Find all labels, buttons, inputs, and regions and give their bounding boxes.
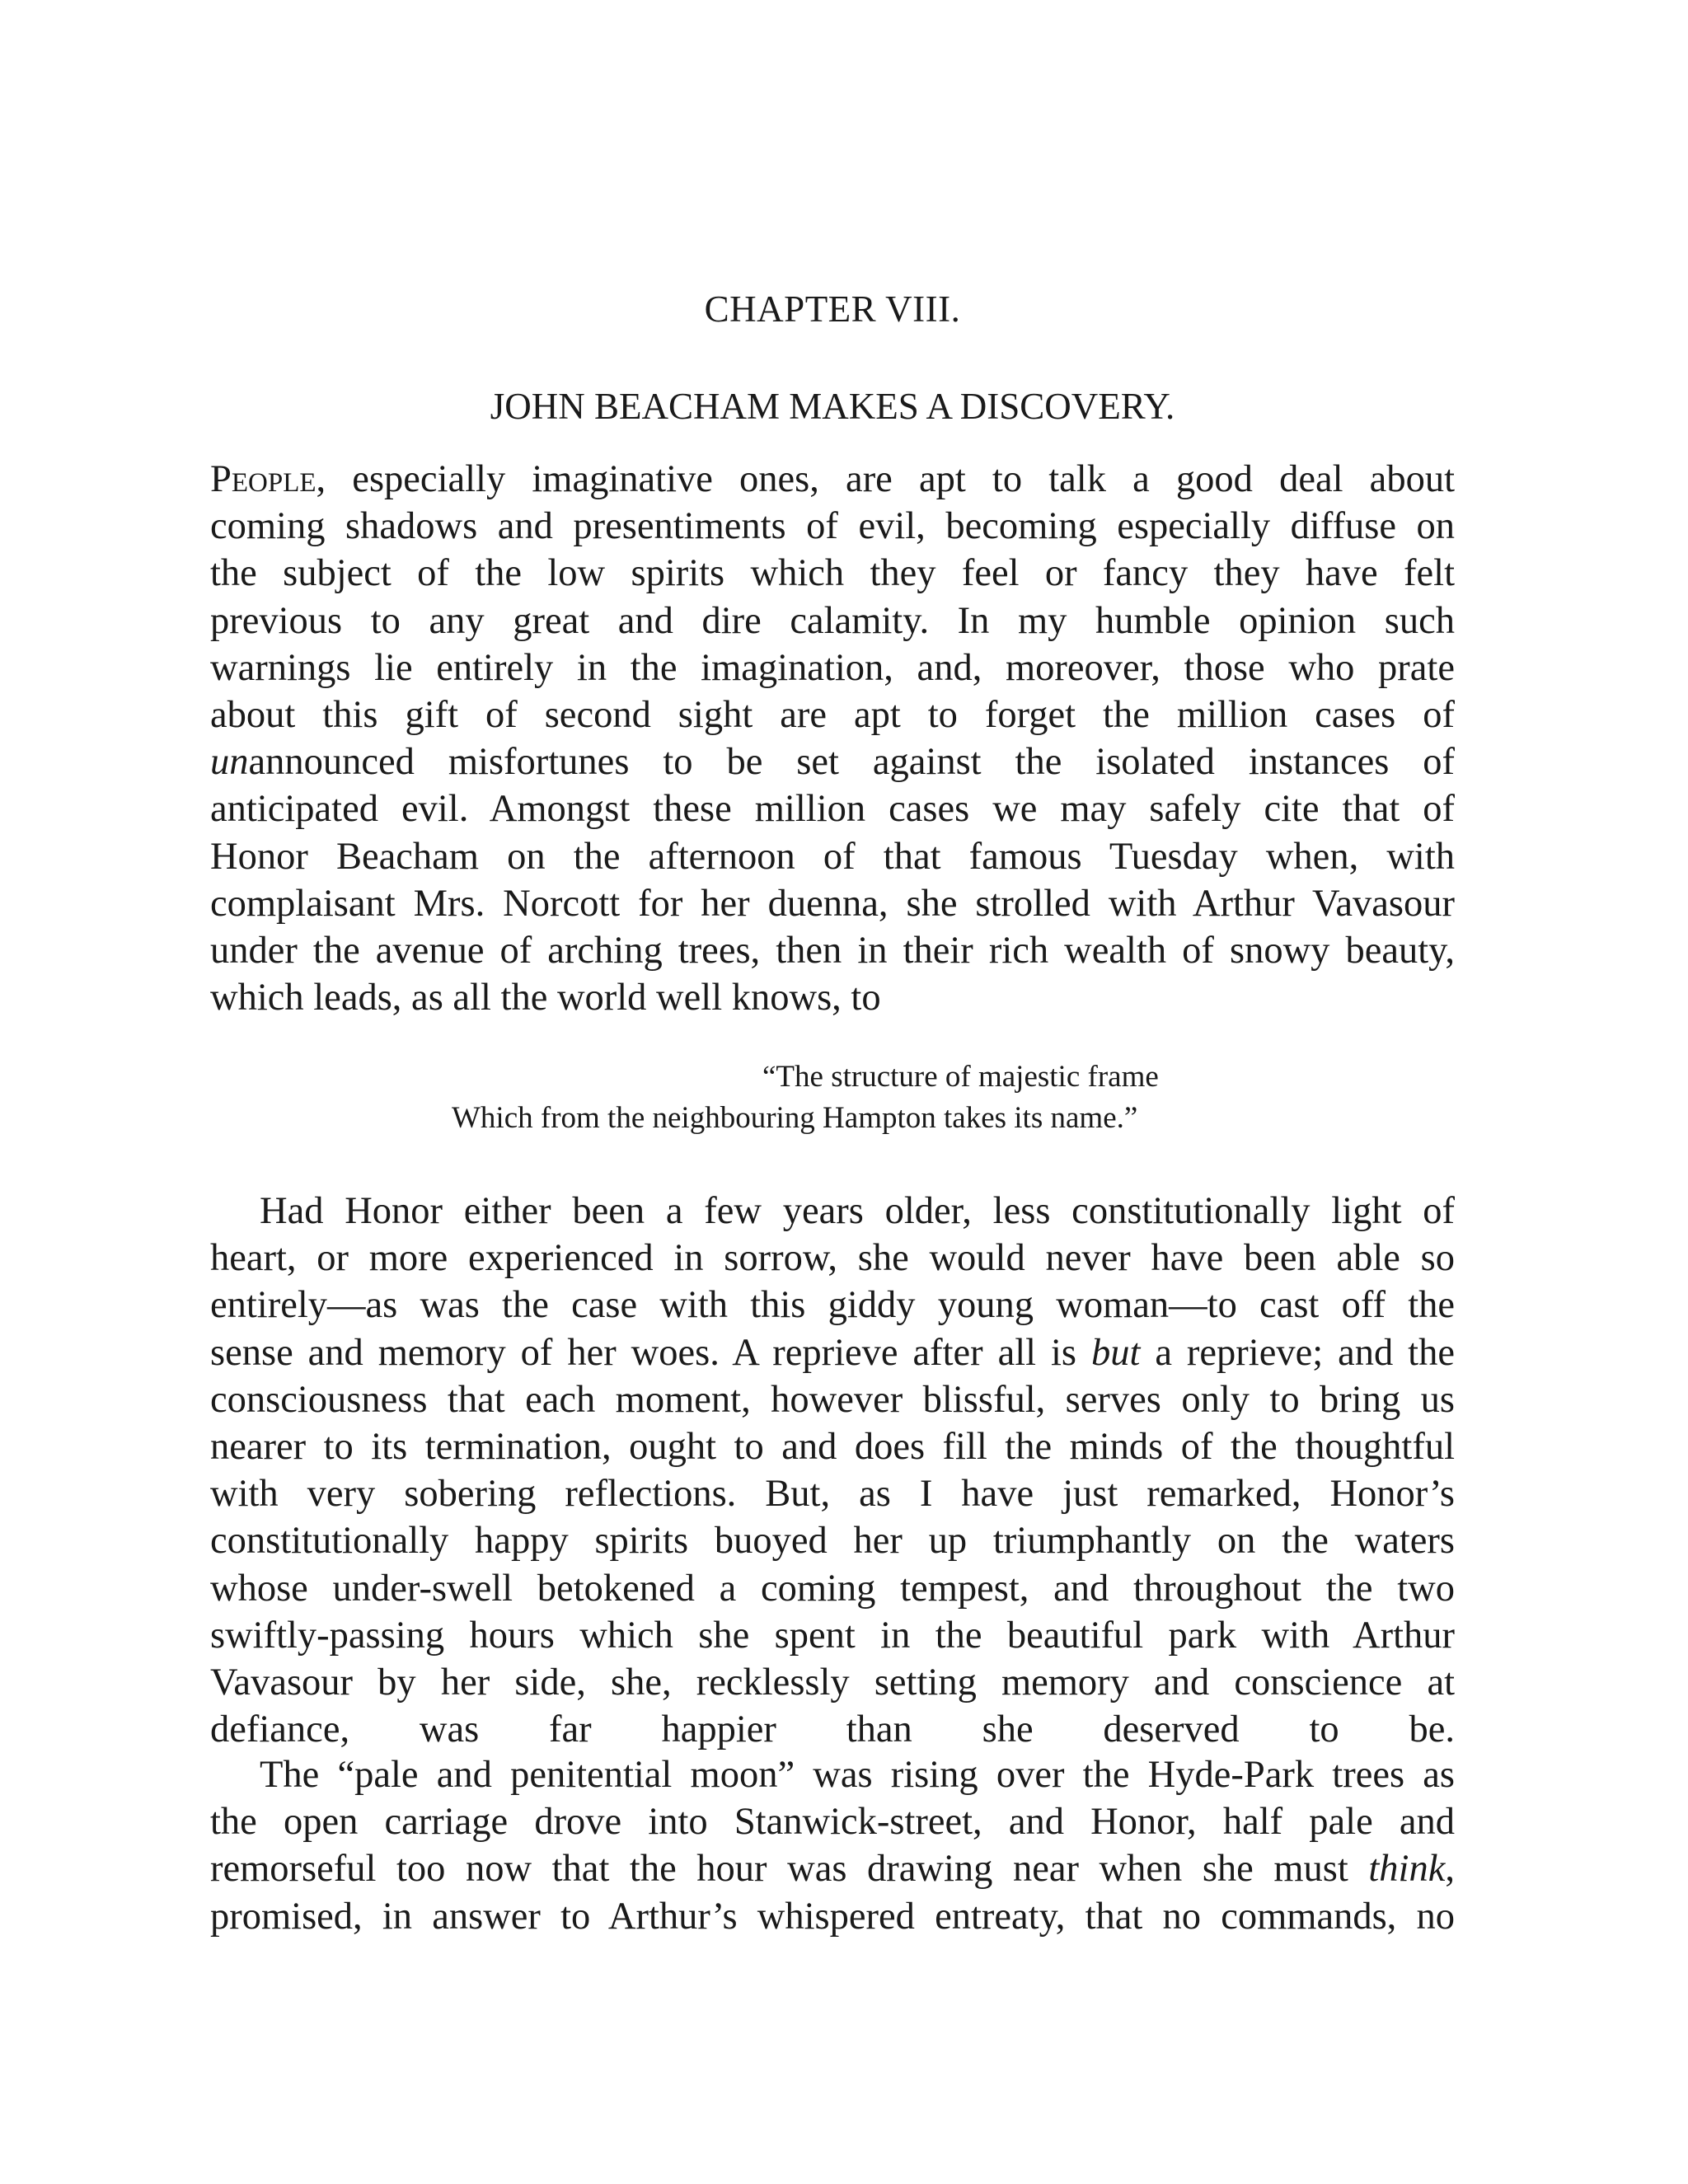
- paragraph-1-line: complaisant Mrs. Norcott for her duenna, she strolled with Arthur Vavasour: [210, 882, 1455, 925]
- paragraph-3-line: The “pale and penitential moon” was rising over the Hyde-Park trees as: [260, 1754, 1455, 1796]
- chapter-title: JOHN BEACHAM MAKES A DISCOVERY.: [490, 386, 1175, 427]
- paragraph-2-line: nearer to its termination, ought to and does fill the minds of the thoughtful: [210, 1426, 1455, 1469]
- paragraph-1-line: anticipated evil. Amongst these million cases we may safely cite that of: [210, 788, 1455, 831]
- paragraph-1-line: about this gift of second sight are apt to forget the million cases of: [210, 694, 1455, 737]
- paragraph-1-line: coming shadows and presentiments of evil, becoming especially diffuse on: [210, 505, 1455, 548]
- paragraph-1-line: under the avenue of arching trees, then in their rich wealth of snowy beauty,: [210, 930, 1455, 972]
- paragraph-2-line: whose under-swell betokened a coming tempest, and throughout the two: [210, 1567, 1455, 1610]
- paragraph-1: [210, 456, 1455, 1021]
- dropcap-word: People: [210, 458, 316, 500]
- paragraph-3-line: the open carriage drove into Stanwick-street, and Honor, half pale and: [210, 1801, 1455, 1844]
- italic-word: but: [1090, 1331, 1141, 1374]
- paragraph-1-line: unannounced misfortunes to be set against the isolated instances of: [210, 741, 1455, 784]
- paragraph-1-line: previous to any great and dire calamity. In my humble opinion such: [210, 599, 1455, 642]
- italic-prefix: un: [210, 741, 249, 784]
- chapter-number: CHAPTER VIII.: [704, 288, 961, 330]
- paragraph-2-line: Had Honor either been a few years older, less constitutionally light of: [260, 1190, 1455, 1232]
- paragraph-2-line: defiance, was far happier than she deserved to be.: [210, 1708, 1455, 1751]
- poem-line-2: Which from the neighbouring Hampton takes its name.”: [452, 1101, 1138, 1135]
- paragraph-2: [210, 1188, 1455, 1753]
- italic-word: think: [1368, 1848, 1446, 1891]
- paragraph-1-line: warnings lie entirely in the imagination, and, moreover, those who prate: [210, 646, 1455, 689]
- poem-quote: [210, 1057, 1455, 1139]
- paragraph-3-line: promised, in answer to Arthur’s whispered entreaty, that no commands, no: [210, 1895, 1455, 1938]
- paragraph-2-line: constitutionally happy spirits buoyed her up triumphantly on the waters: [210, 1520, 1455, 1563]
- paragraph-2-line: heart, or more experienced in sorrow, she would never have been able so: [210, 1237, 1455, 1280]
- paragraph-2-line: sense and memory of her woes. A reprieve after all is but a reprieve; and the: [210, 1331, 1455, 1374]
- paragraph-1-line: the subject of the low spirits which they feel or fancy they have felt: [210, 552, 1455, 595]
- paragraph-2-line: entirely—as was the case with this giddy young woman—to cast off the: [210, 1284, 1455, 1327]
- paragraph-1-line: People, especially imaginative ones, are apt to talk a good deal about: [210, 458, 1455, 500]
- paragraph-1-line: which leads, as all the world well knows, to: [210, 977, 881, 1019]
- paragraph-2-line: swiftly-passing hours which she spent in the beautiful park with Arthur: [210, 1614, 1455, 1657]
- paragraph-3: [210, 1751, 1455, 1940]
- paragraph-3-line: remorseful too now that the hour was drawing near when she must think,: [210, 1848, 1455, 1891]
- paragraph-1-line: Honor Beacham on the afternoon of that famous Tuesday when, with: [210, 835, 1455, 878]
- paragraph-2-line: Vavasour by her side, she, recklessly setting memory and conscience at: [210, 1661, 1455, 1704]
- paragraph-2-line: consciousness that each moment, however blissful, serves only to bring us: [210, 1378, 1455, 1421]
- paragraph-2-line: with very sobering reflections. But, as I have just remarked, Honor’s: [210, 1473, 1455, 1516]
- poem-line-1: “The structure of majestic frame: [762, 1060, 1159, 1094]
